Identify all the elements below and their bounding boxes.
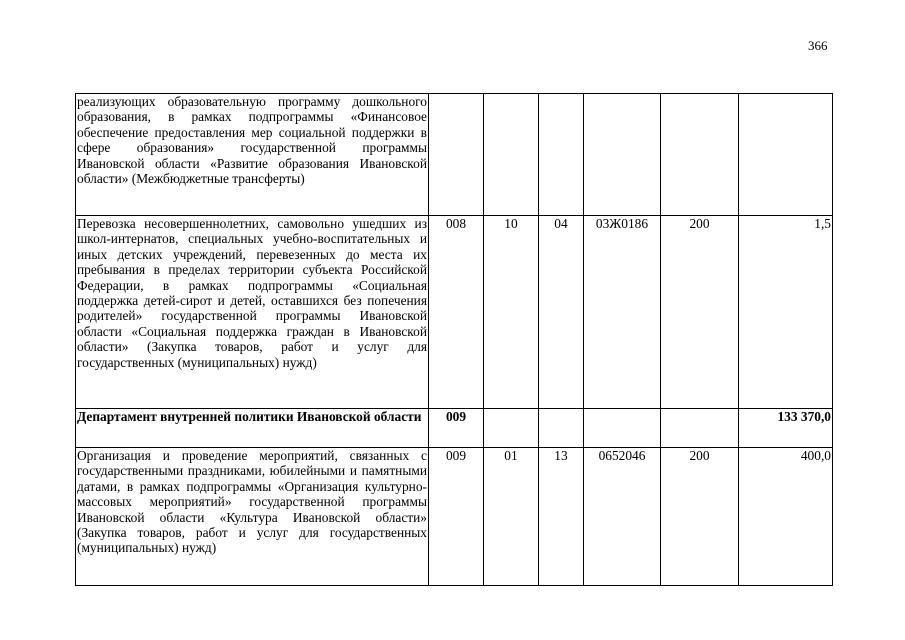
- ministry-code-cell: 009: [429, 409, 484, 448]
- table-row: [76, 448, 833, 586]
- amount-cell: 1,5: [739, 216, 833, 409]
- target-article-cell: 0652046: [584, 448, 661, 586]
- row-description: реализующих образовательную программу дошкольного образования, в рамках подпрограммы «Финансовое обеспечение предоставления мер социальной поддержки в сфере образования» государственной программы Ивановской области «Развитие образования Ивановской области» (Межбюджетные трансферты): [76, 94, 429, 216]
- ministry-code-cell: [429, 94, 484, 216]
- amount-cell: [739, 94, 833, 216]
- subsection-code-cell: [539, 409, 584, 448]
- table-row: [76, 409, 833, 448]
- target-article-cell: 03Ж0186: [584, 216, 661, 409]
- subsection-code-cell: 04: [539, 216, 584, 409]
- expense-type-cell: [661, 94, 739, 216]
- row-description: Перевозка несовершеннолетних, самовольно ушедших из школ-интернатов, специальных учебно-воспитательных и иных детских учреждений, перевезенных до места их пребывания в пределах территории субъекта Российской Федерации, в рамках подпрограммы «Социальная поддержка детей-сирот и детей, оставшихся без попечения родителей» государственной программы Ивановской области «Социальная поддержка граждан в Ивановской области» (Закупка товаров, работ и услуг для государственных (муниципальных) нужд): [76, 216, 429, 409]
- amount-cell: 400,0: [739, 448, 833, 586]
- row-description: Организация и проведение мероприятий, связанных с государственными праздниками, юбилейными и памятными датами, в рамках подпрограммы «Организация культурно-массовых мероприятий» государственной программы Ивановской области «Культура Ивановской области» (Закупка товаров, работ и услуг для государственных (муниципальных) нужд): [76, 448, 429, 586]
- budget-table: [75, 93, 833, 586]
- expense-type-cell: 200: [661, 448, 739, 586]
- expense-type-cell: 200: [661, 216, 739, 409]
- section-code-cell: 10: [484, 216, 539, 409]
- section-code-cell: 01: [484, 448, 539, 586]
- amount-cell: 133 370,0: [739, 409, 833, 448]
- ministry-code-cell: 008: [429, 216, 484, 409]
- section-code-cell: [484, 94, 539, 216]
- ministry-code-cell: 009: [429, 448, 484, 586]
- subsection-code-cell: 13: [539, 448, 584, 586]
- target-article-cell: [584, 409, 661, 448]
- page-number: 366: [808, 38, 828, 53]
- table-row: [76, 94, 833, 216]
- section-code-cell: [484, 409, 539, 448]
- table-row: [76, 216, 833, 409]
- subsection-code-cell: [539, 94, 584, 216]
- target-article-cell: [584, 94, 661, 216]
- expense-type-cell: [661, 409, 739, 448]
- row-description: Департамент внутренней политики Ивановской области: [76, 409, 429, 448]
